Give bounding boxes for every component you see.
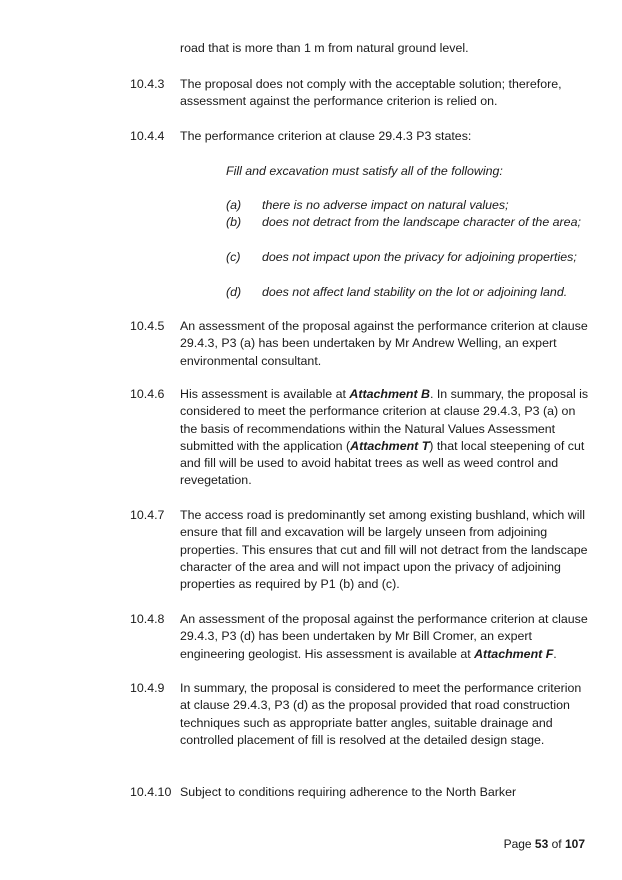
paragraph-text [180, 611, 590, 663]
current-page-number: 53 [534, 837, 549, 851]
text-run: ) that local steepening of cut and fill will be used to avoid habitat trees as well as weed control and revegetation. [180, 438, 585, 488]
quote-item-text: does not affect land stability on the lot or adjoining land. [262, 285, 568, 299]
attachment-reference: Attachment B [349, 387, 430, 401]
page-of-label: of [548, 837, 565, 851]
quote-item-label: (a) [226, 198, 242, 212]
page-number-footer [0, 836, 585, 853]
quote-intro: Fill and excavation must satisfy all of the following: [226, 164, 503, 178]
attachment-reference: Attachment T [350, 438, 430, 453]
paragraph-number: 10.4.8 [130, 612, 165, 626]
paragraph-number: 10.4.5 [130, 319, 165, 333]
text-run: . In summary, the proposal is considered to meet the performance criterion at clause 29.4.3, P3 (a) on the basis of recommendations within the Natural Values Assessment submitted with the application ( [180, 387, 589, 453]
paragraph-number: 10.4.3 [130, 77, 165, 91]
paragraph-text: The performance criterion at clause 29.4.3 P3 states: [180, 129, 472, 143]
text-run: An assessment of the proposal against the performance criterion at clause 29.4.3, P3 (d) has been undertaken by Mr Bill Cromer, an expert engineering geologist. His assessment is available at [180, 612, 588, 661]
quote-item-label: (b) [226, 215, 242, 229]
total-page-count: 107 [564, 837, 585, 851]
quote-item-label: (d) [226, 285, 242, 299]
paragraph-text: An assessment of the proposal against the performance criterion at clause 29.4.3, P3 (a) has been undertaken by Mr Andrew Welling, an expert environmental consultant. [180, 319, 588, 368]
attachment-reference: Attachment F [474, 646, 554, 661]
text-run: His assessment is available at [180, 387, 350, 401]
paragraph-number: 10.4.4 [130, 129, 165, 143]
paragraph-text: The proposal does not comply with the acceptable solution; therefore, assessment against the performance criterion is relied on. [180, 77, 562, 109]
paragraph-text: In summary, the proposal is considered to meet the performance criterion at clause 29.4.3, P3 (d) as the proposal provided that road construction techniques such as appropriate batter angles, suitable drainage and controlled placement of fill is resolved at the detailed design stage. [180, 681, 582, 747]
text-run: . [553, 646, 557, 661]
quote-item-text: does not impact upon the privacy for adjoining properties; [262, 250, 577, 264]
quote-item-text: does not detract from the landscape character of the area; [262, 215, 581, 229]
quote-item-label: (c) [226, 250, 241, 264]
page-label: Page [503, 837, 535, 851]
paragraph-text: The access road is predominantly set among existing bushland, which will ensure that fill and excavation will be largely unseen from adjoining properties. This ensures that cut and fill will not detract from the landscape character of the area and will not impact upon the privacy of adjoining properties as required by P1 (b) and (c). [180, 508, 588, 592]
paragraph-number: 10.4.7 [130, 508, 165, 522]
paragraph-number: 10.4.9 [130, 681, 165, 695]
paragraph-text [180, 386, 590, 490]
quote-item-text: there is no adverse impact on natural values; [262, 198, 509, 212]
paragraph-text: Subject to conditions requiring adherence to the North Barker [180, 785, 517, 799]
paragraph-number: 10.4.6 [130, 387, 165, 401]
paragraph-text: road that is more than 1 m from natural ground level. [180, 41, 469, 55]
paragraph-number: 10.4.10 [130, 785, 172, 799]
